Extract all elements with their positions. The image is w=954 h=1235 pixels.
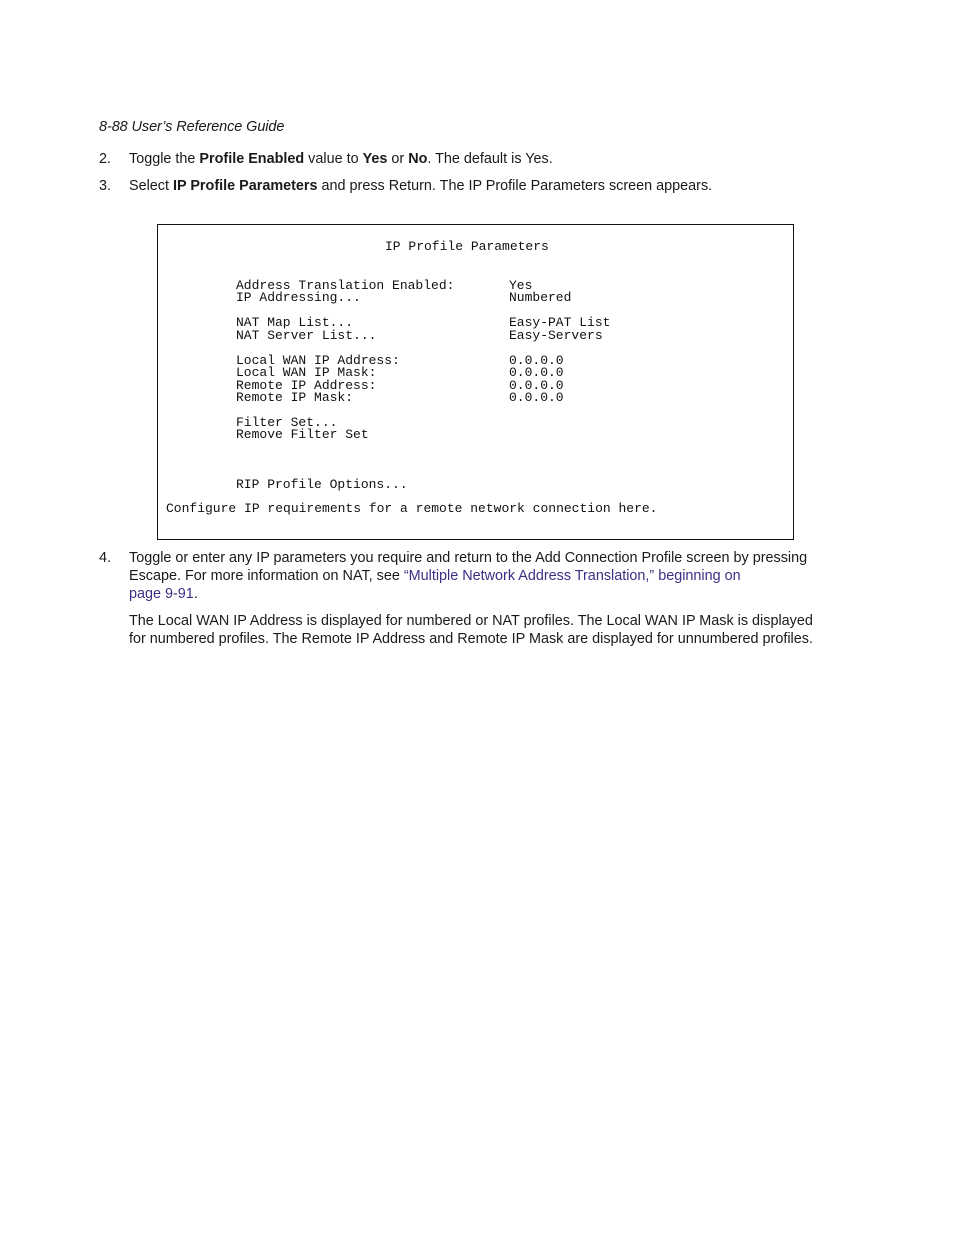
- nat-map-list-value: Easy-PAT List: [509, 315, 611, 330]
- ip-addressing-field[interactable]: IP Addressing...: [236, 290, 361, 305]
- rip-profile-options-field[interactable]: RIP Profile Options...: [236, 477, 408, 492]
- yes-term: Yes: [362, 151, 388, 167]
- no-term: No: [408, 151, 428, 167]
- local-wan-ip-mask-field[interactable]: Local WAN IP Mask:: [236, 365, 377, 380]
- nat-server-list-value: Easy-Servers: [509, 328, 603, 343]
- profile-enabled-term: Profile Enabled: [199, 151, 305, 167]
- remote-ip-mask-field[interactable]: Remote IP Mask:: [236, 390, 354, 405]
- step-4: [99, 549, 869, 603]
- display-note-paragraph: The Local WAN IP Address is displayed for numbered or NAT profiles. The Local WAN IP Mask is displayed for numbered profiles. The Remote IP Address and Remote IP Mask are displayed for unnumbered profiles.: [129, 613, 813, 647]
- ip-addressing-value: Numbered: [509, 290, 572, 305]
- filter-set-field[interactable]: Filter Set...: [236, 415, 338, 430]
- screen-status-line: Configure IP requirements for a remote network connection here.: [166, 501, 658, 516]
- page-header: 8-88 User’s Reference Guide: [99, 119, 285, 135]
- ip-profile-parameters-term: IP Profile Parameters: [173, 178, 318, 194]
- ip-profile-parameters-screen: [157, 224, 794, 540]
- address-translation-enabled-value: Yes: [509, 278, 533, 293]
- nat-server-list-field[interactable]: NAT Server List...: [236, 328, 377, 343]
- address-translation-enabled-field[interactable]: Address Translation Enabled:: [236, 278, 455, 293]
- step-text: Select IP Profile Parameters and press Return. The IP Profile Parameters screen appears.: [129, 178, 713, 194]
- remote-ip-mask-value: 0.0.0.0: [509, 390, 564, 405]
- remote-ip-address-value: 0.0.0.0: [509, 378, 564, 393]
- step-number: 3.: [99, 178, 112, 194]
- step-text: Toggle or enter any IP parameters you require and return to the Add Connection Profile screen by pressing Escape. For more information on NAT, see “Multiple Network Address Translation,” beginning on page 9-91.: [129, 550, 808, 602]
- nat-map-list-field[interactable]: NAT Map List...: [236, 315, 354, 330]
- local-wan-ip-mask-value: 0.0.0.0: [509, 365, 564, 380]
- screen-title: IP Profile Parameters: [385, 239, 549, 254]
- remote-ip-address-field[interactable]: Remote IP Address:: [236, 378, 377, 393]
- local-wan-ip-address-field[interactable]: Local WAN IP Address:: [236, 353, 400, 368]
- local-wan-ip-address-value: 0.0.0.0: [509, 353, 564, 368]
- remove-filter-set-field[interactable]: Remove Filter Set: [236, 427, 369, 442]
- step-text: Toggle the Profile Enabled value to Yes or No. The default is Yes.: [129, 151, 553, 167]
- nat-page-link[interactable]: page 9-91: [129, 586, 194, 602]
- step-3: [99, 177, 869, 195]
- step-number: 2.: [99, 151, 112, 167]
- step-2: [99, 150, 869, 168]
- step-number: 4.: [99, 550, 112, 566]
- nat-section-link[interactable]: “Multiple Network Address Translation,” beginning on: [403, 568, 741, 584]
